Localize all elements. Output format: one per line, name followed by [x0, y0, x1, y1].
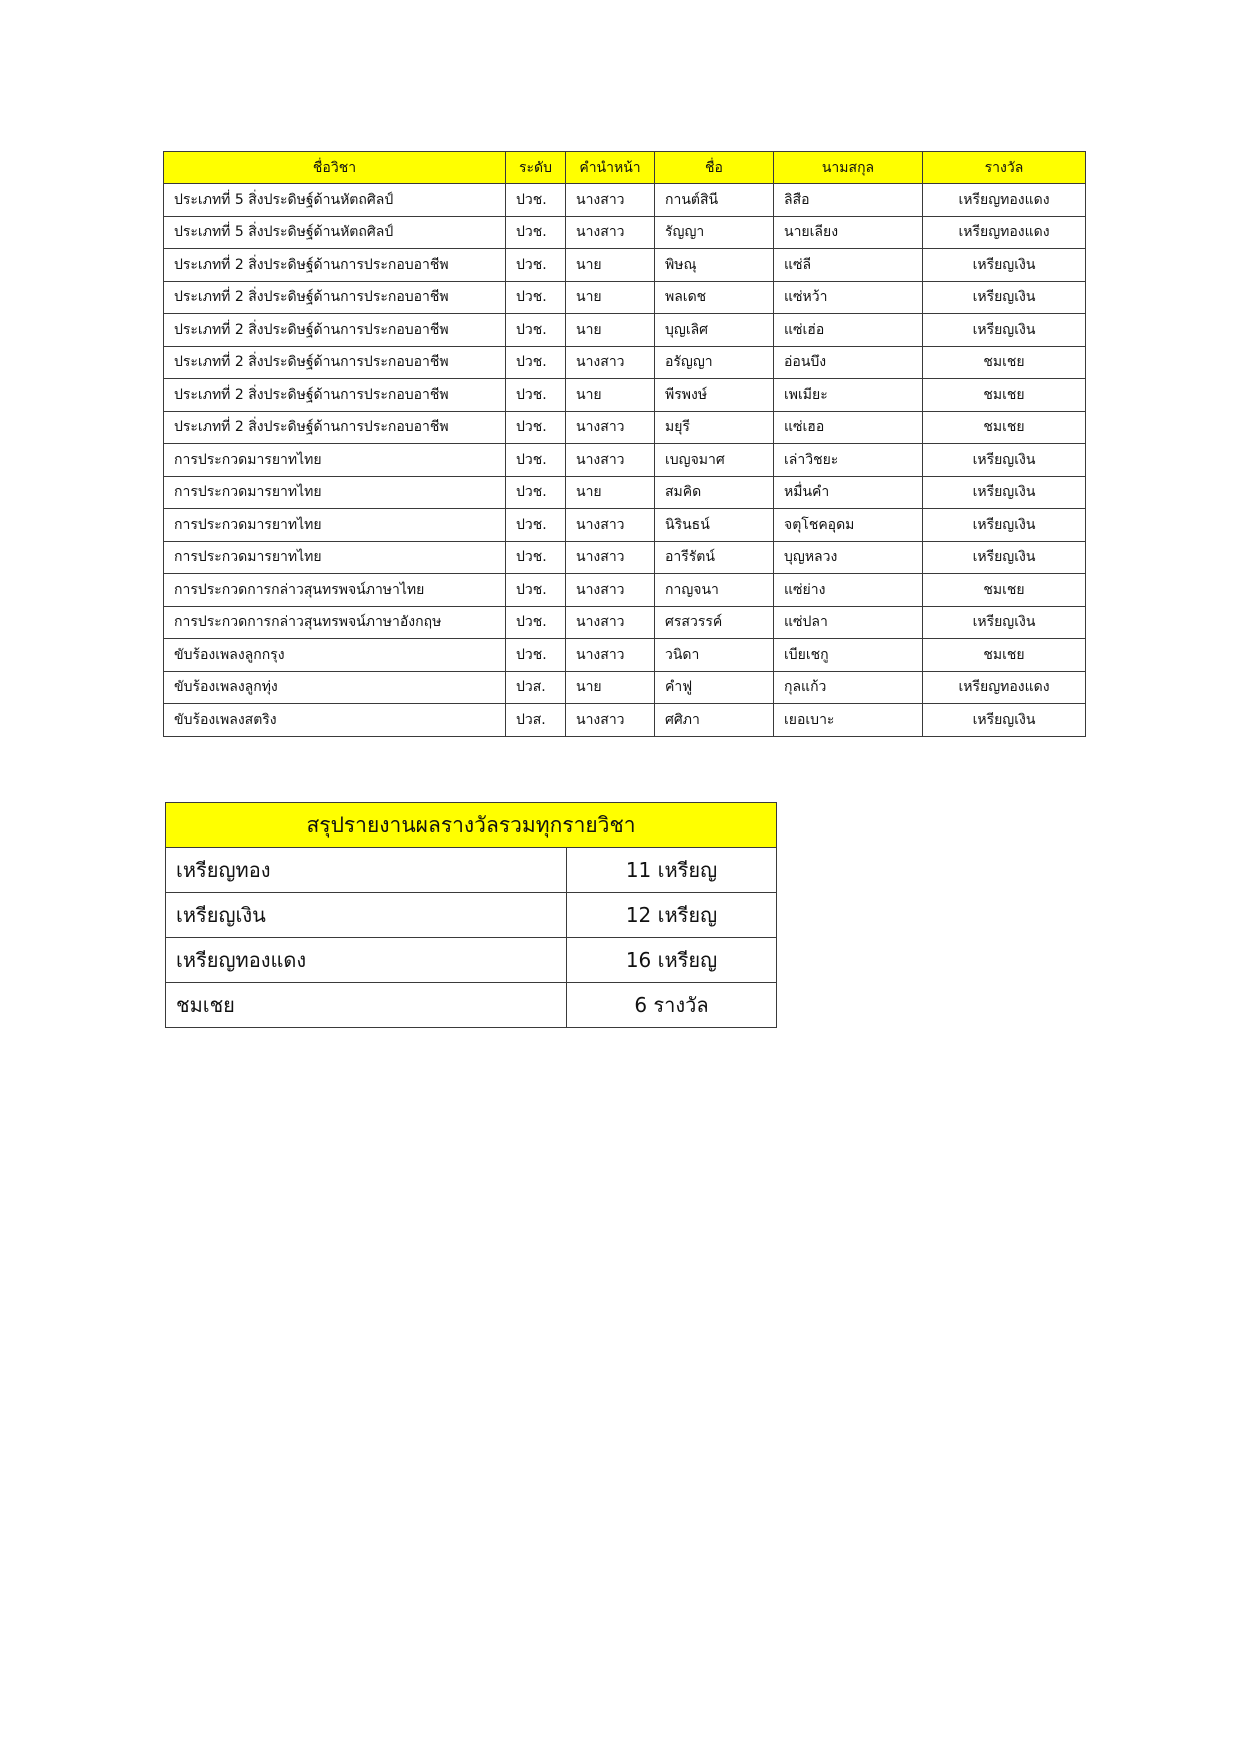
- cell-last-name: แซ่เฮ่อ: [774, 314, 923, 347]
- cell-prefix: นางสาว: [566, 216, 655, 249]
- cell-subject: ประเภทที่ 2 สิ่งประดิษฐ์ด้านการประกอบอาชีพ: [164, 346, 506, 379]
- header-first-name: ชื่อ: [655, 152, 774, 184]
- cell-last-name: จตุโชคอุดม: [774, 509, 923, 542]
- cell-level: ปวช.: [506, 444, 566, 477]
- results-table: [163, 151, 1086, 737]
- cell-award: ชมเชย: [923, 639, 1086, 672]
- header-subject: ชื่อวิชา: [164, 152, 506, 184]
- table-row: [164, 184, 1086, 217]
- table-row: [164, 411, 1086, 444]
- cell-subject: การประกวดมารยาทไทย: [164, 541, 506, 574]
- cell-last-name: เยอเบาะ: [774, 704, 923, 737]
- table-row: [164, 509, 1086, 542]
- cell-level: ปวช.: [506, 314, 566, 347]
- results-header-row: [164, 152, 1086, 184]
- summary-header-row: [166, 803, 777, 848]
- cell-first-name: อรัญญา: [655, 346, 774, 379]
- cell-last-name: กุลแก้ว: [774, 671, 923, 704]
- cell-award: เหรียญเงิน: [923, 249, 1086, 282]
- header-prefix: คำนำหน้า: [566, 152, 655, 184]
- table-row: [164, 704, 1086, 737]
- cell-level: ปวช.: [506, 606, 566, 639]
- cell-first-name: เบญจมาศ: [655, 444, 774, 477]
- cell-award: เหรียญเงิน: [923, 476, 1086, 509]
- cell-level: ปวช.: [506, 639, 566, 672]
- cell-prefix: นางสาว: [566, 444, 655, 477]
- table-row: [164, 671, 1086, 704]
- cell-first-name: อารีรัตน์: [655, 541, 774, 574]
- table-row: [164, 476, 1086, 509]
- header-award: รางวัล: [923, 152, 1086, 184]
- summary-label: เหรียญทองแดง: [166, 938, 567, 983]
- cell-level: ปวช.: [506, 346, 566, 379]
- cell-level: ปวช.: [506, 184, 566, 217]
- summary-label: เหรียญทอง: [166, 848, 567, 893]
- cell-award: เหรียญเงิน: [923, 509, 1086, 542]
- cell-level: ปวช.: [506, 541, 566, 574]
- cell-last-name: แซ่หว้า: [774, 281, 923, 314]
- cell-first-name: วนิดา: [655, 639, 774, 672]
- summary-label: เหรียญเงิน: [166, 893, 567, 938]
- cell-last-name: นายเลียง: [774, 216, 923, 249]
- cell-award: ชมเชย: [923, 574, 1086, 607]
- cell-award: ชมเชย: [923, 379, 1086, 412]
- cell-first-name: มยุรี: [655, 411, 774, 444]
- summary-row: [166, 848, 777, 893]
- cell-award: เหรียญทองแดง: [923, 216, 1086, 249]
- cell-subject: การประกวดการกล่าวสุนทรพจน์ภาษาอังกฤษ: [164, 606, 506, 639]
- cell-prefix: นาย: [566, 281, 655, 314]
- cell-first-name: สมคิด: [655, 476, 774, 509]
- cell-last-name: แซ่ลี: [774, 249, 923, 282]
- cell-prefix: นาย: [566, 379, 655, 412]
- summary-row: [166, 983, 777, 1028]
- cell-level: ปวช.: [506, 216, 566, 249]
- cell-award: เหรียญเงิน: [923, 541, 1086, 574]
- summary-label: ชมเชย: [166, 983, 567, 1028]
- table-row: [164, 541, 1086, 574]
- cell-subject: ประเภทที่ 2 สิ่งประดิษฐ์ด้านการประกอบอาชีพ: [164, 314, 506, 347]
- cell-subject: ขับร้องเพลงลูกทุ่ง: [164, 671, 506, 704]
- cell-last-name: อ่อนบึง: [774, 346, 923, 379]
- cell-subject: การประกวดมารยาทไทย: [164, 444, 506, 477]
- cell-first-name: กาญจนา: [655, 574, 774, 607]
- table-row: [164, 346, 1086, 379]
- cell-subject: การประกวดมารยาทไทย: [164, 509, 506, 542]
- cell-level: ปวช.: [506, 476, 566, 509]
- summary-title: สรุปรายงานผลรางวัลรวมทุกรายวิชา: [166, 803, 777, 848]
- results-body: [164, 184, 1086, 737]
- cell-prefix: นาย: [566, 671, 655, 704]
- table-row: [164, 574, 1086, 607]
- cell-subject: การประกวดการกล่าวสุนทรพจน์ภาษาไทย: [164, 574, 506, 607]
- cell-prefix: นางสาว: [566, 346, 655, 379]
- cell-subject: ประเภทที่ 2 สิ่งประดิษฐ์ด้านการประกอบอาชีพ: [164, 249, 506, 282]
- header-level: ระดับ: [506, 152, 566, 184]
- cell-last-name: แซ่เฮอ: [774, 411, 923, 444]
- cell-award: เหรียญเงิน: [923, 314, 1086, 347]
- cell-prefix: นางสาว: [566, 574, 655, 607]
- cell-award: เหรียญเงิน: [923, 606, 1086, 639]
- cell-prefix: นาย: [566, 476, 655, 509]
- cell-first-name: นิรินธน์: [655, 509, 774, 542]
- cell-prefix: นางสาว: [566, 639, 655, 672]
- cell-first-name: พิษณุ: [655, 249, 774, 282]
- cell-award: เหรียญเงิน: [923, 444, 1086, 477]
- cell-first-name: พลเดช: [655, 281, 774, 314]
- cell-last-name: แซ่ปลา: [774, 606, 923, 639]
- cell-level: ปวส.: [506, 671, 566, 704]
- cell-award: เหรียญทองแดง: [923, 671, 1086, 704]
- cell-subject: ประเภทที่ 2 สิ่งประดิษฐ์ด้านการประกอบอาชีพ: [164, 411, 506, 444]
- cell-prefix: นาย: [566, 249, 655, 282]
- cell-subject: ขับร้องเพลงสตริง: [164, 704, 506, 737]
- table-row: [164, 606, 1086, 639]
- cell-subject: ประเภทที่ 2 สิ่งประดิษฐ์ด้านการประกอบอาชีพ: [164, 379, 506, 412]
- cell-last-name: เล่าวิชยะ: [774, 444, 923, 477]
- cell-first-name: พีรพงษ์: [655, 379, 774, 412]
- cell-level: ปวช.: [506, 574, 566, 607]
- table-row: [164, 216, 1086, 249]
- cell-first-name: ศรสวรรค์: [655, 606, 774, 639]
- cell-level: ปวช.: [506, 379, 566, 412]
- cell-prefix: นาย: [566, 314, 655, 347]
- summary-row: [166, 893, 777, 938]
- cell-award: เหรียญทองแดง: [923, 184, 1086, 217]
- cell-last-name: เบียเชกู: [774, 639, 923, 672]
- summary-value: 16 เหรียญ: [567, 938, 777, 983]
- cell-award: เหรียญเงิน: [923, 704, 1086, 737]
- cell-subject: ประเภทที่ 5 สิ่งประดิษฐ์ด้านหัตถศิลป์: [164, 216, 506, 249]
- cell-prefix: นางสาว: [566, 606, 655, 639]
- summary-value: 11 เหรียญ: [567, 848, 777, 893]
- table-row: [164, 639, 1086, 672]
- table-row: [164, 444, 1086, 477]
- cell-subject: ขับร้องเพลงลูกกรุง: [164, 639, 506, 672]
- summary-value: 6 รางวัล: [567, 983, 777, 1028]
- cell-first-name: คำฟู: [655, 671, 774, 704]
- cell-award: ชมเชย: [923, 411, 1086, 444]
- cell-prefix: นางสาว: [566, 411, 655, 444]
- cell-first-name: กานต์สินี: [655, 184, 774, 217]
- summary-row: [166, 938, 777, 983]
- cell-last-name: บุญหลวง: [774, 541, 923, 574]
- cell-award: ชมเชย: [923, 346, 1086, 379]
- cell-first-name: รัญญา: [655, 216, 774, 249]
- cell-last-name: เพเมียะ: [774, 379, 923, 412]
- table-row: [164, 314, 1086, 347]
- summary-table: [165, 802, 777, 1028]
- cell-prefix: นางสาว: [566, 541, 655, 574]
- cell-last-name: แซ่ย่าง: [774, 574, 923, 607]
- cell-level: ปวช.: [506, 281, 566, 314]
- cell-first-name: บุญเลิศ: [655, 314, 774, 347]
- cell-prefix: นางสาว: [566, 184, 655, 217]
- summary-body: [166, 848, 777, 1028]
- header-last-name: นามสกุล: [774, 152, 923, 184]
- cell-prefix: นางสาว: [566, 704, 655, 737]
- cell-level: ปวช.: [506, 509, 566, 542]
- table-row: [164, 379, 1086, 412]
- summary-value: 12 เหรียญ: [567, 893, 777, 938]
- cell-last-name: หมื่นคำ: [774, 476, 923, 509]
- cell-level: ปวช.: [506, 411, 566, 444]
- cell-level: ปวส.: [506, 704, 566, 737]
- cell-first-name: ศศิภา: [655, 704, 774, 737]
- cell-level: ปวช.: [506, 249, 566, 282]
- cell-last-name: ลิสือ: [774, 184, 923, 217]
- cell-subject: ประเภทที่ 5 สิ่งประดิษฐ์ด้านหัตถศิลป์: [164, 184, 506, 217]
- cell-award: เหรียญเงิน: [923, 281, 1086, 314]
- table-row: [164, 249, 1086, 282]
- cell-prefix: นางสาว: [566, 509, 655, 542]
- cell-subject: การประกวดมารยาทไทย: [164, 476, 506, 509]
- cell-subject: ประเภทที่ 2 สิ่งประดิษฐ์ด้านการประกอบอาชีพ: [164, 281, 506, 314]
- table-row: [164, 281, 1086, 314]
